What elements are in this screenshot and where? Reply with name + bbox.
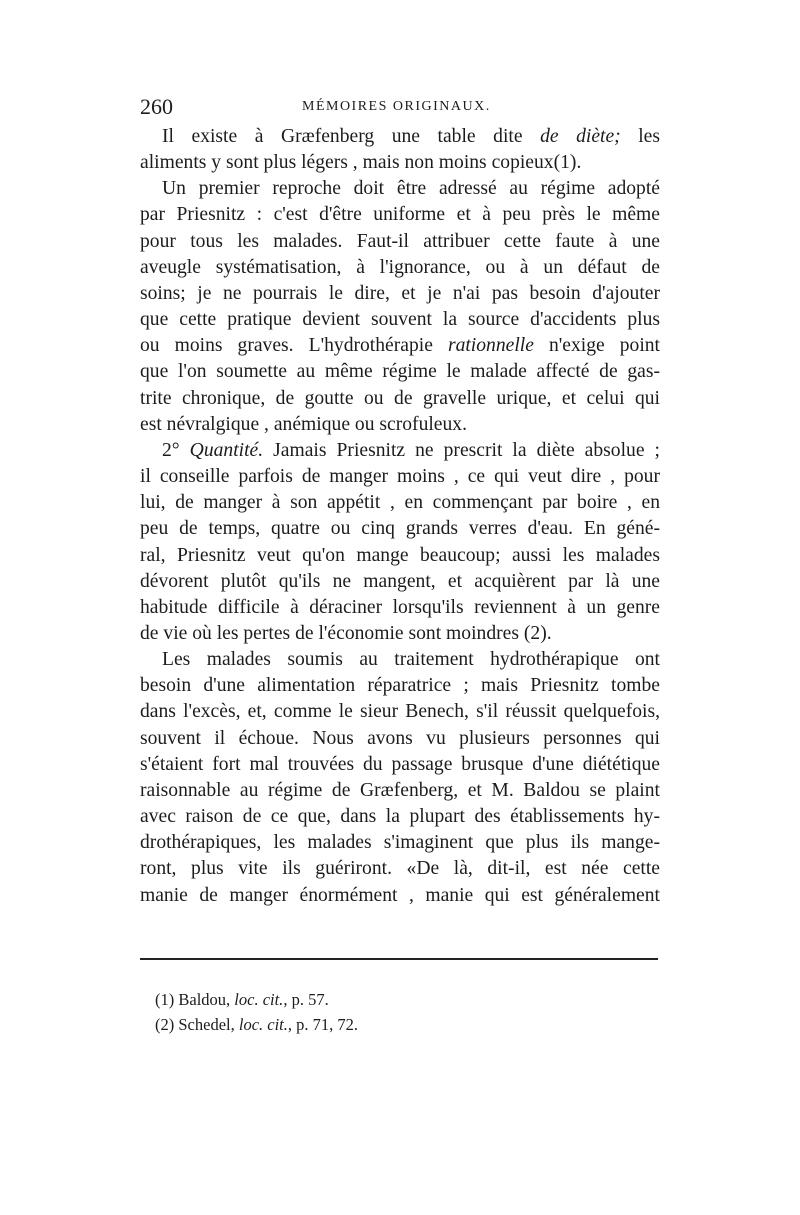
text-run: aliments y sont plus légers , mais non moins copieux(1). bbox=[140, 152, 582, 174]
text-line bbox=[140, 778, 660, 804]
text-line bbox=[140, 856, 660, 882]
text-line bbox=[140, 804, 660, 830]
text-run: habitude difficile à déraciner lorsqu'ils reviennent à un genre bbox=[140, 596, 660, 618]
text-line bbox=[140, 359, 660, 385]
text-run: manie de manger énormément , manie qui est généralement bbox=[140, 884, 660, 906]
text-run: drothérapiques, les malades s'imaginent que plus ils mange- bbox=[140, 832, 660, 854]
text-line bbox=[140, 176, 660, 202]
text-run: de vie où les pertes de l'économie sont moindres (2). bbox=[140, 622, 552, 644]
text-line bbox=[140, 830, 660, 856]
text-run: avec raison de ce que, dans la plupart des établissements hy- bbox=[140, 806, 660, 828]
text-line bbox=[140, 621, 660, 647]
text-run: (2) Schedel, bbox=[155, 1015, 239, 1034]
text-run: peu de temps, quatre ou cinq grands verres d'eau. En géné- bbox=[140, 518, 660, 540]
footnote bbox=[155, 987, 358, 1012]
body-text bbox=[140, 124, 660, 909]
text-line bbox=[140, 333, 660, 359]
text-run: ront, plus vite ils guériront. «De là, dit-il, est née cette bbox=[140, 858, 660, 880]
text-line bbox=[140, 124, 660, 150]
text-run: que cette pratique devient souvent la source d'accidents plus bbox=[140, 309, 660, 331]
italic-text: Quantité. bbox=[189, 439, 264, 461]
text-run: ral, Priesnitz veut qu'on mange beaucoup; aussi les malades bbox=[140, 544, 660, 566]
text-line bbox=[140, 569, 660, 595]
text-line bbox=[140, 490, 660, 516]
text-run: ou moins graves. L'hydrothérapie bbox=[140, 335, 448, 357]
text-run: Jamais Priesnitz ne prescrit la diète absolue ; bbox=[263, 439, 660, 461]
page-header bbox=[140, 94, 660, 124]
page-number: 260 bbox=[140, 94, 173, 119]
italic-text: loc. cit. bbox=[238, 1015, 288, 1034]
text-line bbox=[140, 255, 660, 281]
italic-text: de diète; bbox=[540, 126, 621, 147]
text-run: Les malades soumis au traitement hydrothérapique ont bbox=[162, 649, 660, 671]
text-run: Il existe à Græfenberg une table dite bbox=[162, 126, 541, 147]
text-run: s'étaient fort mal trouvées du passage brusque d'une diététique bbox=[140, 753, 660, 775]
text-run: dévorent plutôt qu'ils ne mangent, et acquièrent par là une bbox=[140, 570, 660, 592]
text-line bbox=[140, 543, 660, 569]
paragraph bbox=[140, 176, 660, 438]
text-line bbox=[140, 202, 660, 228]
footnote-separator-rule bbox=[140, 958, 658, 960]
text-run: besoin d'une alimentation réparatrice ; mais Priesnitz tombe bbox=[140, 675, 660, 697]
text-line bbox=[140, 883, 660, 909]
running-title: MÉMOIRES ORIGINAUX. bbox=[302, 99, 491, 114]
italic-text: rationnelle bbox=[447, 335, 534, 357]
text-run: n'exige point bbox=[533, 335, 660, 357]
text-line bbox=[140, 386, 660, 412]
text-line bbox=[140, 647, 660, 673]
text-line bbox=[140, 595, 660, 621]
text-run: Un premier reproche doit être adressé au régime adopté bbox=[162, 178, 660, 200]
text-run: (1) Baldou, bbox=[155, 990, 235, 1009]
text-line bbox=[140, 307, 660, 333]
text-run: dans l'excès, et, comme le sieur Benech, s'il réussit quelquefois, bbox=[140, 701, 660, 723]
text-line bbox=[140, 438, 660, 464]
text-run: , p. 71, 72. bbox=[287, 1015, 359, 1034]
text-run: il conseille parfois de manger moins , ce qui veut dire , pour bbox=[140, 466, 660, 488]
text-line bbox=[140, 464, 660, 490]
text-run: raisonnable au régime de Græfenberg, et M. Baldou se plaint bbox=[140, 779, 660, 801]
text-run: aveugle systématisation, à l'ignorance, ou à un défaut de bbox=[140, 256, 660, 278]
text-run: lui, de manger à son appétit , en commençant par boire , en bbox=[140, 492, 660, 514]
text-line bbox=[140, 673, 660, 699]
text-line bbox=[140, 699, 660, 725]
text-line bbox=[140, 229, 660, 255]
text-run: est névralgique , anémique ou scrofuleux. bbox=[140, 413, 467, 435]
text-run: que l'on soumette au même régime le malade affecté de gas- bbox=[140, 361, 660, 383]
paragraph bbox=[140, 647, 660, 909]
text-run: soins; je ne pourrais le dire, et je n'ai pas besoin d'ajouter bbox=[140, 282, 660, 304]
paragraph bbox=[140, 124, 660, 176]
italic-text: loc. cit. bbox=[234, 990, 284, 1009]
text-run: pour tous les malades. Faut-il attribuer cette faute à une bbox=[140, 230, 660, 252]
text-run: , p. 57. bbox=[283, 990, 329, 1009]
footnotes bbox=[155, 987, 358, 1037]
footnote bbox=[155, 1012, 358, 1037]
text-run: trite chronique, de goutte ou de gravelle urique, et celui qui bbox=[140, 387, 660, 409]
text-line bbox=[140, 150, 660, 176]
text-run: souvent il échoue. Nous avons vu plusieurs personnes qui bbox=[140, 727, 660, 749]
text-run: 2° bbox=[162, 439, 190, 461]
text-run: les bbox=[620, 126, 660, 147]
paragraph bbox=[140, 438, 660, 647]
text-run: par Priesnitz : c'est d'être uniforme et à peu près le même bbox=[140, 204, 660, 226]
text-line bbox=[140, 516, 660, 542]
text-line bbox=[140, 281, 660, 307]
text-line bbox=[140, 726, 660, 752]
text-line bbox=[140, 752, 660, 778]
text-line bbox=[140, 412, 660, 438]
